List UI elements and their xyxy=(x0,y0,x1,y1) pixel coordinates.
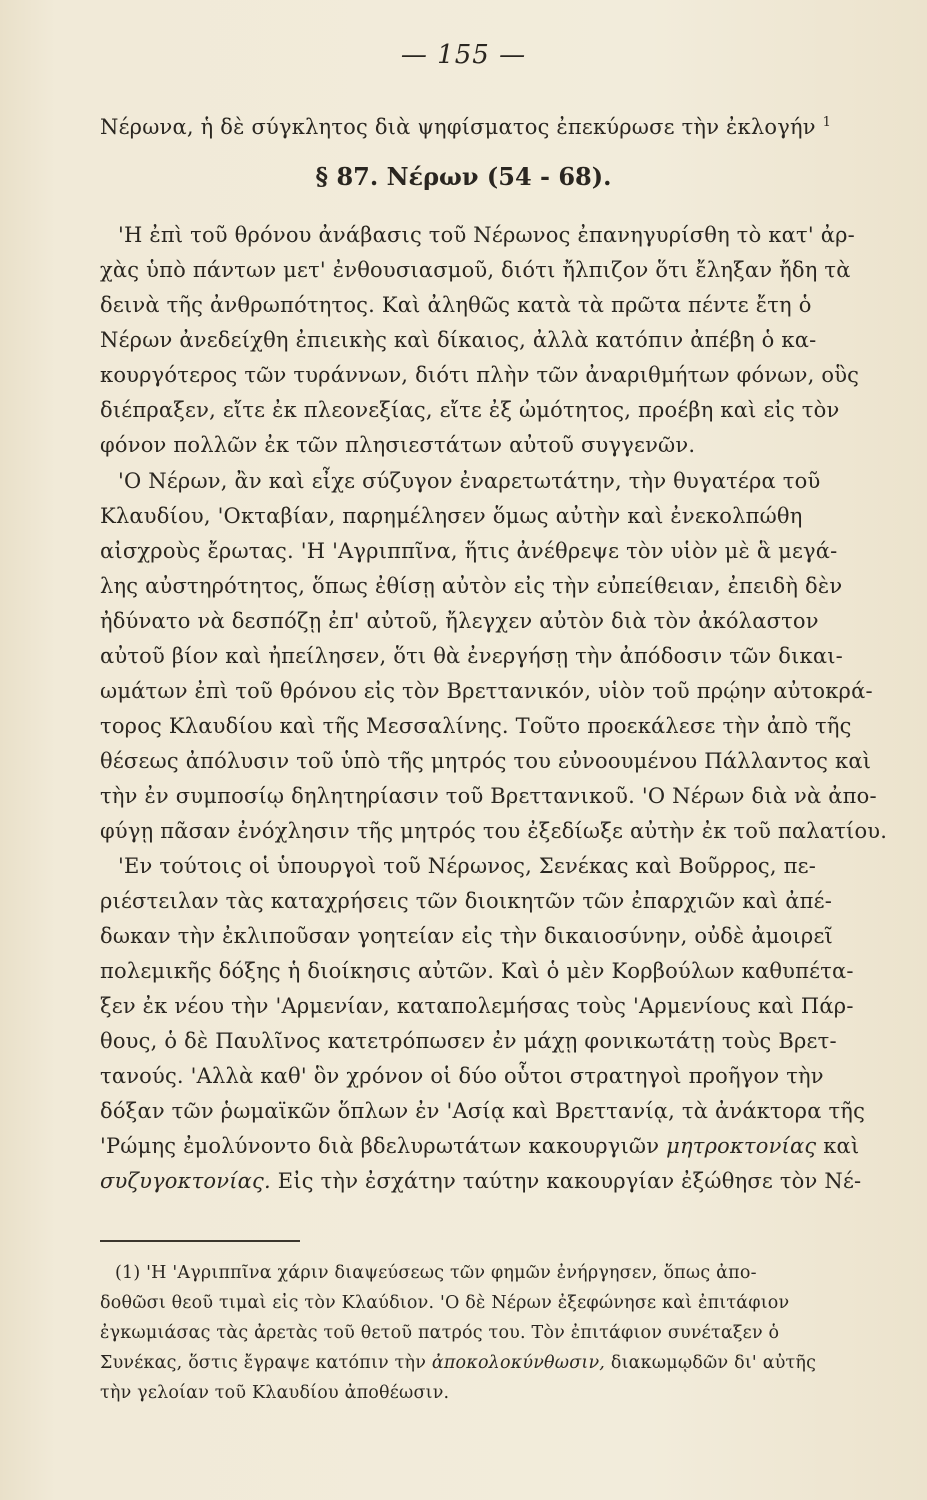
footnote-line: τὴν γελοίαν τοῦ Κλαυδίου ἀποθέωσιν. xyxy=(100,1383,450,1403)
text-line-27-body: 'Ρώμης ἐμολύνοντο διὰ βδελυρωτάτων κακουργιῶν xyxy=(100,1134,660,1158)
text-line: πολεμικῆς δόξης ἡ διοίκησις αὐτῶν. Καὶ ὁ μὲν Κορβούλων καθυπέτα- xyxy=(100,959,854,983)
footnote-line: (1) 'Η 'Αγριππῖνα χάριν διαψεύσεως τῶν φημῶν ἐνήργησεν, ὅπως ἀπο- xyxy=(115,1263,757,1283)
text-line: ξεν ἐκ νέου τὴν 'Αρμενίαν, καταπολεμήσας τοὺς 'Αρμενίους καὶ Πάρ- xyxy=(100,994,854,1018)
text-line: δόξαν τῶν ῥωμαϊκῶν ὅπλων ἐν 'Ασίᾳ καὶ Βρεττανίᾳ, τὰ ἀνάκτορα τῆς xyxy=(100,1099,866,1123)
text-line-28 xyxy=(100,1168,861,1194)
text-line: αἰσχροὺς ἔρωτας. 'Η 'Αγριππῖνα, ἥτις ἀνέθρεψε τὸν υἱὸν μὲ ἃ μεγά- xyxy=(100,539,838,563)
footnote-line-body: Συνέκας, ὅστις ἔγραψε κατόπιν τὴν xyxy=(100,1353,427,1373)
footnote-line xyxy=(100,1352,816,1374)
text-line: Νέρων ἀνεδείχθη ἐπιεικὴς καὶ δίκαιος, ἀλλὰ κατόπιν ἀπέβη ὁ κα- xyxy=(100,328,817,352)
footnote-line: δοθῶσι θεοῦ τιμαὶ εἰς τὸν Κλαύδιον. 'Ο δὲ Νέρων ἐξεφώνησε καὶ ἐπιτάφιον xyxy=(100,1293,790,1313)
text-line: τορος Κλαυδίου καὶ τῆς Μεσσαλίνης. Τοῦτο προεκάλεσε τὴν ἀπὸ τῆς xyxy=(100,714,852,738)
text-line-1 xyxy=(100,110,831,140)
text-line: τανούς. 'Αλλὰ καθ' ὃν χρόνον οἱ δύο οὗτοι στρατηγοὶ προῆγον τὴν xyxy=(100,1064,824,1088)
text-line: αὐτοῦ βίον καὶ ἠπείλησεν, ὅτι θὰ ἐνεργήσῃ τὴν ἀπόδοσιν τῶν δικαι- xyxy=(100,644,843,668)
text-line: ἠδύνατο νὰ δεσπόζῃ ἐπ' αὐτοῦ, ἤλεγχεν αὐτὸν διὰ τὸν ἀκόλαστον xyxy=(100,609,819,633)
footnote-marker: 1 xyxy=(822,115,832,130)
text-line: δεινὰ τῆς ἀνθρωπότητος. Καὶ ἀληθῶς κατὰ τὰ πρῶτα πέντε ἔτη ὁ xyxy=(100,293,812,317)
italic-term: μητροκτονίας xyxy=(666,1134,817,1158)
footnote-line: ἐγκωμιάσας τὰς ἀρετὰς τοῦ θετοῦ πατρός του. Τὸν ἐπιτάφιον συνέταξεν ὁ xyxy=(100,1323,780,1343)
text-line-27 xyxy=(100,1133,859,1159)
text-line-28-body: Εἰς τὴν ἐσχάτην ταύτην κακουργίαν ἐξώθησε τὸν Νέ- xyxy=(277,1169,862,1193)
text-line: χὰς ὑπὸ πάντων μετ' ἐνθουσιασμοῦ, διότι ἤλπιζον ὅτι ἔληξαν ἤδη τὰ xyxy=(100,258,851,282)
footnote-line-tail: διακωμῳδῶν δι' αὐτῆς xyxy=(610,1353,817,1373)
text-line: θους, ὁ δὲ Παυλῖνος κατετρόπωσεν ἐν μάχῃ φονικωτάτῃ τοὺς Βρετ- xyxy=(100,1029,837,1053)
text-line: 'Εν τούτοις οἱ ὑπουργοὶ τοῦ Νέρωνος, Σενέκας καὶ Βοῦρρος, πε- xyxy=(118,854,817,878)
italic-term: ἀποκολοκύνθωσιν, xyxy=(431,1353,606,1373)
text-line: κουργότερος τῶν τυράννων, διότι πλὴν τῶν ἀναριθμήτων φόνων, οὓς xyxy=(100,363,860,387)
text-line: τὴν ἐν συμποσίῳ δηλητηρίασιν τοῦ Βρεττανικοῦ. 'Ο Νέρων διὰ νὰ ἀπο- xyxy=(100,784,877,808)
text-line: φύγῃ πᾶσαν ἐνόχλησιν τῆς μητρός του ἐξεδίωξε αὐτὴν ἐκ τοῦ παλατίου. xyxy=(100,819,888,843)
italic-term: συζυγοκτονίας. xyxy=(100,1169,271,1193)
text-line: Κλαυδίου, 'Οκταβίαν, παρημέλησεν ὅμως αὐτὴν καὶ ἐνεκολπώθη xyxy=(100,504,803,528)
section-heading: § 87. Νέρων (54 - 68). xyxy=(315,162,612,191)
text-line: ριέστειλαν τὰς καταχρήσεις τῶν διοικητῶν τῶν ἐπαρχιῶν καὶ ἀπέ- xyxy=(100,889,833,913)
text-line-1-body: Νέρωνα, ἡ δὲ σύγκλητος διὰ ψηφίσματος ἐπεκύρωσε τὴν ἐκλογήν xyxy=(100,115,816,139)
text-line: 'Η ἐπὶ τοῦ θρόνου ἀνάβασις τοῦ Νέρωνος ἐπανηγυρίσθη τὸ κατ' ἀρ- xyxy=(118,223,855,247)
text-line: 'Ο Νέρων, ἂν καὶ εἶχε σύζυγον ἐναρετωτάτην, τὴν θυγατέρα τοῦ xyxy=(118,469,821,493)
text-line: δωκαν τὴν ἐκλιποῦσαν γοητείαν εἰς τὴν δικαιοσύνην, οὐδὲ ἀμοιρεῖ xyxy=(100,924,833,948)
text-line: φόνον πολλῶν ἐκ τῶν πλησιεστάτων αὐτοῦ συγγενῶν. xyxy=(100,433,696,457)
page-number: — 155 — xyxy=(400,40,527,70)
text-line: ωμάτων ἐπὶ τοῦ θρόνου εἰς τὸν Βρεττανικόν, υἱὸν τοῦ πρῴην αὐτοκρά- xyxy=(100,679,873,703)
text-line: θέσεως ἀπόλυσιν τοῦ ὑπὸ τῆς μητρός του εὐνοουμένου Πάλλαντος καὶ xyxy=(100,749,872,773)
text-line: λης αὐστηρότητος, ὅπως ἐθίσῃ αὐτὸν εἰς τὴν εὐπείθειαν, ἐπειδὴ δὲν xyxy=(100,574,843,598)
text-line: διέπραξεν, εἴτε ἐκ πλεονεξίας, εἴτε ἐξ ὠμότητος, προέβη καὶ εἰς τὸν xyxy=(100,398,840,422)
footnote-rule xyxy=(100,1240,300,1242)
text-line-27-tail: καὶ xyxy=(823,1134,860,1158)
